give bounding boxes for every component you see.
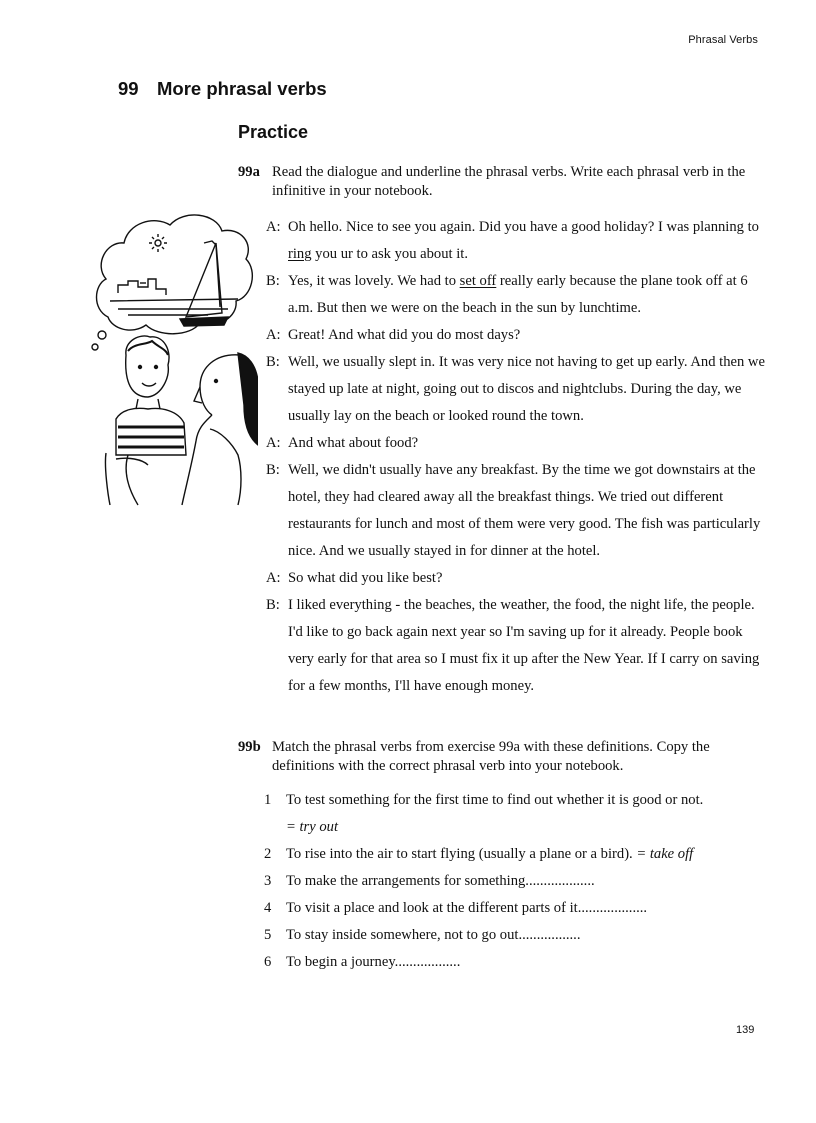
instruction-text: Match the phrasal verbs from exercise 99a with these definitions. Copy the definitions with the correct phrasal verb into your notebook.: [272, 739, 710, 774]
section-title: Practice: [238, 122, 309, 142]
turn-text: [266, 214, 766, 268]
answer-example: = take off: [636, 846, 694, 862]
exercise-99a-instruction: [238, 163, 758, 201]
speaker-label: A:: [266, 219, 281, 235]
page-number: 139: [736, 1024, 755, 1036]
definition-item: [264, 895, 764, 922]
speaker-label: B:: [266, 273, 280, 289]
definition-item: [264, 922, 764, 949]
exercise-label: 99b: [238, 739, 261, 755]
speaker-label: B:: [266, 597, 280, 613]
text-run: Well, we didn't usually have any breakfast. By the time we got downstairs at the hotel, they had cleared away all the breakfast things. We tried out different restaurants for lunch and most of them were very good. The fish was particularly nice. And we usually stayed in for dinner at the hotel.: [288, 462, 761, 559]
definition-sentence: To visit a place and look at the different parts of it: [286, 900, 578, 916]
definition-text: [264, 868, 764, 895]
speaker-label: B:: [266, 354, 280, 370]
unit-number: 99: [118, 78, 139, 99]
item-number: 5: [264, 927, 272, 943]
text-run: I liked everything - the beaches, the weather, the food, the night life, the people. I'd like to go back again next year so I'm saving up for it already. People book very early for that area so I must fix it up after the New Year. If I carry on saving for a few months, I'll have enough money.: [288, 597, 760, 694]
item-number: 6: [264, 954, 272, 970]
text-run: really early because the plane took off at 6 a.m. But then we were on the beach in the sun by lunchtime.: [288, 273, 748, 316]
turn-text: [266, 565, 766, 592]
unit-title: [118, 78, 327, 100]
dialogue: [266, 214, 766, 700]
definition-sentence: To make the arrangements for something: [286, 873, 526, 889]
turn-text: [266, 268, 766, 322]
item-number: 1: [264, 792, 272, 808]
exercise-99b-instruction: [238, 738, 758, 776]
definition-text: [264, 895, 764, 922]
dialogue-turn: [266, 268, 766, 322]
dialogue-turn: [266, 322, 766, 349]
definition-sentence: To rise into the air to start flying (usually a plane or a bird).: [286, 846, 633, 862]
holiday-illustration: [88, 205, 258, 515]
dialogue-turn: [266, 349, 766, 430]
turn-text: [266, 430, 766, 457]
instruction-text: Read the dialogue and underline the phrasal verbs. Write each phrasal verb in the infinitive in your notebook.: [272, 164, 746, 199]
speaker-label: A:: [266, 570, 281, 586]
answer-blank: ..................: [394, 954, 461, 970]
dialogue-turn: [266, 565, 766, 592]
speaker-label: A:: [266, 435, 281, 451]
definitions-list: [264, 787, 764, 976]
definition-item: [264, 949, 764, 976]
text-run: you ur to ask you about it.: [311, 246, 468, 262]
definition-item: [264, 868, 764, 895]
underlined-phrasal-verb: set off: [459, 273, 497, 289]
item-number: 3: [264, 873, 272, 889]
turn-text: [266, 349, 766, 430]
turn-text: [266, 322, 766, 349]
definition-sentence: To stay inside somewhere, not to go out: [286, 927, 519, 943]
dialogue-turn: [266, 214, 766, 268]
text-run: Oh hello. Nice to see you again. Did you have a good holiday? I was planning to: [288, 219, 759, 235]
text-run: And what about food?: [288, 435, 419, 451]
text-run: Great! And what did you do most days?: [288, 327, 521, 343]
item-number: 4: [264, 900, 272, 916]
underlined-phrasal-verb: ring: [288, 246, 312, 262]
dialogue-turn: [266, 592, 766, 700]
item-number: 2: [264, 846, 272, 862]
text-run: Well, we usually slept in. It was very nice not having to get up early. And then we stayed up late at night, going out to discos and nightclubs. During the day, we usually lay on the beach or looked round the town.: [288, 354, 765, 424]
definition-item: [264, 841, 764, 868]
definition-text: [264, 922, 764, 949]
answer-blank: ...................: [577, 900, 648, 916]
answer-blank: ...................: [525, 873, 595, 889]
definition-sentence: To test something for the first time to find out whether it is good or not.: [286, 792, 704, 808]
turn-text: [266, 592, 766, 700]
definition-text: [264, 949, 764, 976]
answer-blank: .................: [518, 927, 581, 943]
dialogue-turn: [266, 457, 766, 565]
answer-example: = try out: [286, 819, 339, 835]
exercise-label: 99a: [238, 164, 260, 180]
running-head: Phrasal Verbs: [688, 34, 758, 46]
unit-title-text: More phrasal verbs: [157, 78, 327, 99]
definition-sentence: To begin a journey: [286, 954, 395, 970]
text-run: Yes, it was lovely. We had to: [288, 273, 460, 289]
speaker-label: A:: [266, 327, 281, 343]
dialogue-turn: [266, 430, 766, 457]
definition-text: [264, 787, 764, 841]
turn-text: [266, 457, 766, 565]
definition-item: [264, 787, 764, 841]
speaker-label: B:: [266, 462, 280, 478]
text-run: So what did you like best?: [288, 570, 443, 586]
definition-text: [264, 841, 764, 868]
